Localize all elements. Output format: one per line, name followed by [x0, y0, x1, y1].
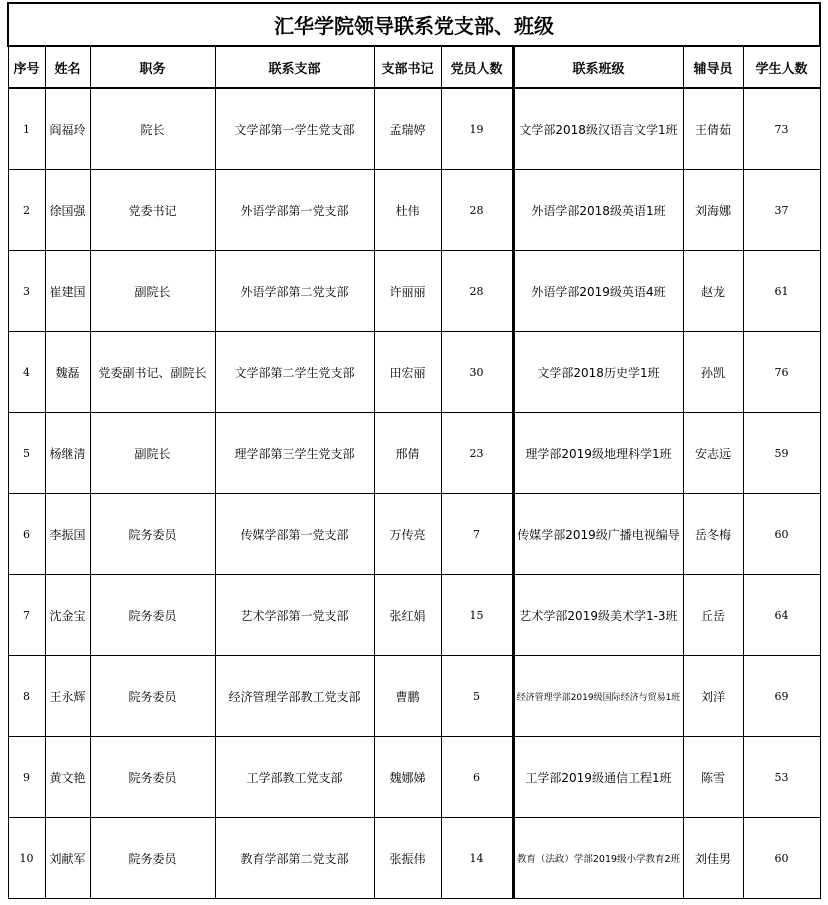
header-members: 党员人数: [441, 46, 513, 88]
header-counselor: 辅导员: [683, 46, 743, 88]
cell-branch: 艺术学部第一党支部: [215, 575, 374, 656]
table-row: [8, 251, 820, 332]
cell-members: 19: [441, 88, 513, 170]
cell-students: 69: [743, 656, 820, 737]
cell-name: 黄文艳: [45, 737, 90, 818]
cell-no: 4: [8, 332, 45, 413]
cell-name: 刘献军: [45, 818, 90, 899]
cell-position: 院务委员: [90, 575, 215, 656]
cell-secretary: 魏娜娣: [374, 737, 441, 818]
cell-secretary: 田宏丽: [374, 332, 441, 413]
table-row: [8, 88, 820, 170]
cell-secretary: 张红娟: [374, 575, 441, 656]
cell-no: 7: [8, 575, 45, 656]
table-row: [8, 413, 820, 494]
header-position: 职务: [90, 46, 215, 88]
cell-students: 60: [743, 494, 820, 575]
cell-students: 37: [743, 170, 820, 251]
cell-position: 院务委员: [90, 494, 215, 575]
cell-class: 外语学部2018级英语1班: [513, 170, 683, 251]
cell-branch: 传媒学部第一党支部: [215, 494, 374, 575]
cell-students: 64: [743, 575, 820, 656]
cell-branch: 理学部第三学生党支部: [215, 413, 374, 494]
cell-counselor: 刘海娜: [683, 170, 743, 251]
cell-counselor: 王倩茹: [683, 88, 743, 170]
cell-counselor: 安志远: [683, 413, 743, 494]
cell-position: 副院长: [90, 251, 215, 332]
header-no: 序号: [8, 46, 45, 88]
spreadsheet: [7, 2, 821, 899]
cell-counselor: 岳冬梅: [683, 494, 743, 575]
cell-class: 文学部2018级汉语言文学1班: [513, 88, 683, 170]
cell-name: 沈金宝: [45, 575, 90, 656]
cell-class: 工学部2019级通信工程1班: [513, 737, 683, 818]
cell-secretary: 杜伟: [374, 170, 441, 251]
cell-class: 经济管理学部2019级国际经济与贸易1班: [513, 656, 683, 737]
cell-branch: 文学部第二学生党支部: [215, 332, 374, 413]
header-secretary: 支部书记: [374, 46, 441, 88]
cell-position: 党委副书记、副院长: [90, 332, 215, 413]
table-title: 汇华学院领导联系党支部、班级: [8, 3, 820, 46]
header-branch: 联系支部: [215, 46, 374, 88]
cell-branch: 教育学部第二党支部: [215, 818, 374, 899]
cell-members: 23: [441, 413, 513, 494]
cell-no: 10: [8, 818, 45, 899]
header-class: 联系班级: [513, 46, 683, 88]
cell-branch: 经济管理学部教工党支部: [215, 656, 374, 737]
cell-branch: 工学部教工党支部: [215, 737, 374, 818]
cell-members: 5: [441, 656, 513, 737]
cell-name: 杨继清: [45, 413, 90, 494]
table-row: [8, 332, 820, 413]
cell-members: 28: [441, 170, 513, 251]
cell-students: 61: [743, 251, 820, 332]
cell-secretary: 张振伟: [374, 818, 441, 899]
cell-members: 30: [441, 332, 513, 413]
header-row: [8, 46, 820, 88]
title-row: [8, 3, 820, 46]
cell-members: 6: [441, 737, 513, 818]
cell-no: 2: [8, 170, 45, 251]
cell-class: 教育（法政）学部2019级小学教育2班: [513, 818, 683, 899]
cell-counselor: 赵龙: [683, 251, 743, 332]
cell-counselor: 刘佳男: [683, 818, 743, 899]
cell-class: 理学部2019级地理科学1班: [513, 413, 683, 494]
cell-position: 院务委员: [90, 818, 215, 899]
cell-no: 6: [8, 494, 45, 575]
table-row: [8, 656, 820, 737]
cell-class: 艺术学部2019级美术学1-3班: [513, 575, 683, 656]
cell-no: 8: [8, 656, 45, 737]
cell-members: 15: [441, 575, 513, 656]
cell-counselor: 陈雪: [683, 737, 743, 818]
cell-members: 28: [441, 251, 513, 332]
cell-counselor: 孙凯: [683, 332, 743, 413]
header-name: 姓名: [45, 46, 90, 88]
cell-position: 院长: [90, 88, 215, 170]
cell-name: 徐国强: [45, 170, 90, 251]
cell-students: 76: [743, 332, 820, 413]
table-row: [8, 818, 820, 899]
cell-secretary: 曹鹏: [374, 656, 441, 737]
cell-branch: 文学部第一学生党支部: [215, 88, 374, 170]
cell-secretary: 万传亮: [374, 494, 441, 575]
table-row: [8, 494, 820, 575]
leader-contact-table: [7, 2, 821, 899]
cell-secretary: 邢倩: [374, 413, 441, 494]
cell-students: 53: [743, 737, 820, 818]
cell-position: 副院长: [90, 413, 215, 494]
cell-secretary: 孟瑞婷: [374, 88, 441, 170]
cell-position: 院务委员: [90, 656, 215, 737]
cell-no: 3: [8, 251, 45, 332]
cell-name: 阎福玲: [45, 88, 90, 170]
cell-name: 王永辉: [45, 656, 90, 737]
cell-students: 73: [743, 88, 820, 170]
table-row: [8, 737, 820, 818]
cell-branch: 外语学部第一党支部: [215, 170, 374, 251]
cell-name: 李振国: [45, 494, 90, 575]
cell-position: 院务委员: [90, 737, 215, 818]
cell-counselor: 刘洋: [683, 656, 743, 737]
cell-secretary: 许丽丽: [374, 251, 441, 332]
cell-students: 60: [743, 818, 820, 899]
cell-class: 传媒学部2019级广播电视编导: [513, 494, 683, 575]
cell-branch: 外语学部第二党支部: [215, 251, 374, 332]
cell-no: 9: [8, 737, 45, 818]
cell-class: 文学部2018历史学1班: [513, 332, 683, 413]
header-students: 学生人数: [743, 46, 820, 88]
cell-no: 5: [8, 413, 45, 494]
cell-name: 魏磊: [45, 332, 90, 413]
cell-position: 党委书记: [90, 170, 215, 251]
cell-counselor: 丘岳: [683, 575, 743, 656]
cell-name: 崔建国: [45, 251, 90, 332]
cell-students: 59: [743, 413, 820, 494]
cell-class: 外语学部2019级英语4班: [513, 251, 683, 332]
cell-no: 1: [8, 88, 45, 170]
cell-members: 14: [441, 818, 513, 899]
cell-members: 7: [441, 494, 513, 575]
table-row: [8, 170, 820, 251]
table-body: [8, 88, 820, 899]
table-row: [8, 575, 820, 656]
